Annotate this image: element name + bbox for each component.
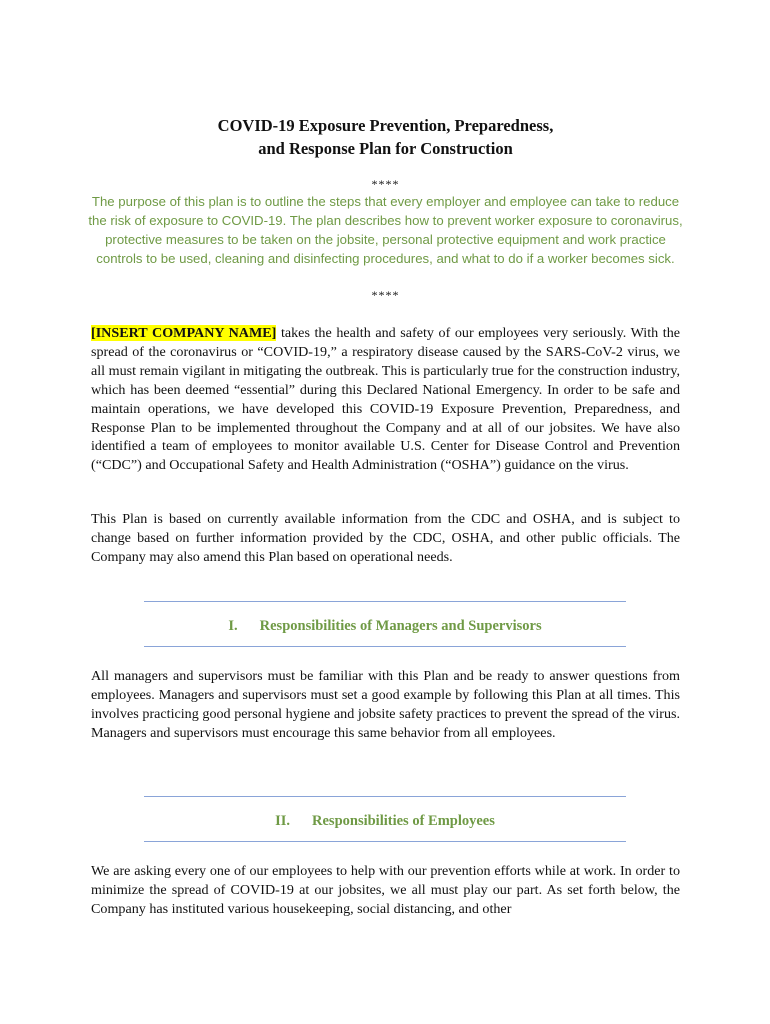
section-2-number: II.: [275, 813, 291, 829]
company-name-placeholder: [INSERT COMPANY NAME]: [91, 325, 277, 341]
section-2-rule-bottom: [144, 841, 626, 842]
basis-paragraph: This Plan is based on currently available information from the CDC and OSHA, and is subject to change based on further information provided by the CDC, OSHA, and other public officials. The Company may also amend this Plan based on operational needs.: [91, 511, 680, 565]
section-2-rule-top: [144, 796, 626, 797]
intro-text: takes the health and safety of our employees very seriously. With the spread of the coronavirus or “COVID-19,” a respiratory disease caused by the SARS-CoV-2 virus, we all must remain vigilant in mitigating the outbreak. This is particularly true for the construction industry, which has been deemed “essential” during this Declared National Emergency. In order to be safe and maintain operations, we have developed this COVID-19 Exposure Prevention, Preparedness, and Response Plan to be implemented throughout the Company and at all of our jobsites. We have also identified a team of employees to monitor available U.S. Center for Disease Control and Prevention (“CDC”) and Occupational Safety and Health Administration (“OSHA”) guidance on the virus.: [91, 325, 680, 474]
section-2-body: We are asking every one of our employees to help with our prevention efforts while at work. In order to minimize the spread of COVID-19 at our jobsites, we all must play our part. As set forth below, the Company has instituted various housekeeping, social distancing, and other: [91, 863, 680, 917]
section-2-title: Responsibilities of Employees: [312, 813, 495, 829]
title-line-1: COVID-19 Exposure Prevention, Preparedness,: [217, 116, 554, 135]
title-line-2: and Response Plan for Construction: [258, 139, 513, 158]
section-1-number: I.: [228, 618, 238, 634]
section-2-heading: [0, 811, 770, 831]
separator-top: ****: [371, 177, 400, 191]
separator-bottom: ****: [371, 288, 400, 302]
section-1-body: All managers and supervisors must be familiar with this Plan and be ready to answer questions from employees. Managers and supervisors must set a good example by following this Plan at all times. This involves practicing good personal hygiene and jobsite safety practices to prevent the spread of the virus. Managers and supervisors must encourage this same behavior from all employees.: [91, 668, 680, 741]
intro-paragraph: [91, 324, 680, 475]
section-1-heading: [0, 616, 770, 636]
section-1-title: Responsibilities of Managers and Supervisors: [259, 618, 542, 634]
document-title: [91, 114, 680, 160]
purpose-statement: The purpose of this plan is to outline the steps that every employer and employee can take to reduce the risk of exposure to COVID-19. The plan describes how to prevent worker exposure to coronavirus, protective measures to be taken on the jobsite, personal protective equipment and work practice controls to be used, cleaning and disinfecting procedures, and what to do if a worker becomes sick.: [88, 194, 683, 266]
section-1-rule-top: [144, 601, 626, 602]
section-1-rule-bottom: [144, 646, 626, 647]
